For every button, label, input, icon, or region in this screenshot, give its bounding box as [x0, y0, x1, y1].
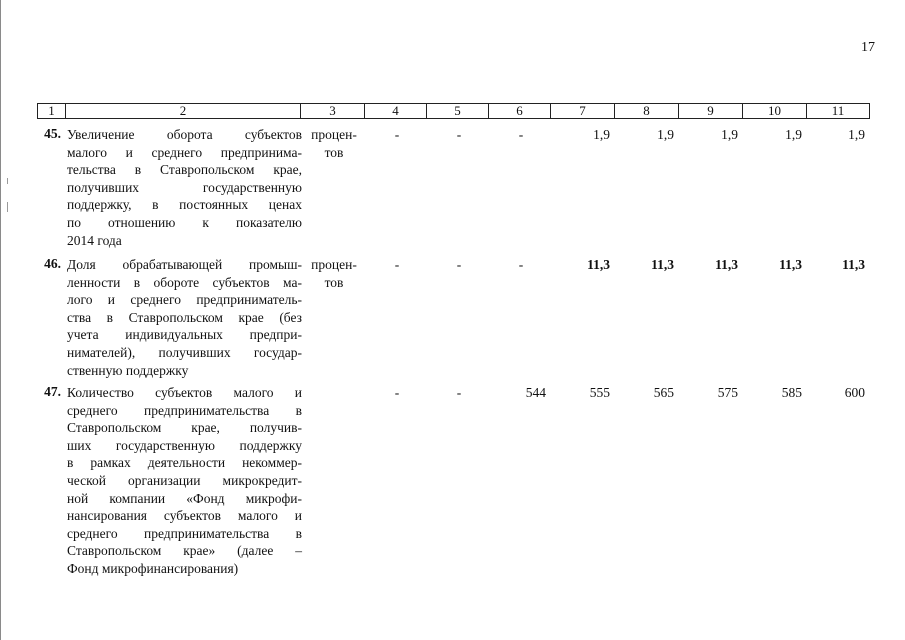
value-cell: -	[394, 385, 400, 400]
row-number: 47.	[44, 384, 61, 399]
description-line: среднего предпринимательства в	[67, 525, 302, 541]
unit-of-measure	[302, 126, 366, 249]
value-cell: -	[518, 257, 524, 272]
column-header-4: 4	[364, 103, 426, 119]
value-cell: -	[456, 257, 462, 272]
page-number: 17	[861, 40, 875, 55]
description-line: 2014 года	[67, 232, 122, 248]
description-line: учета индивидуальных предпри-	[67, 327, 302, 343]
description-line: нимателей), получивших государ-	[67, 344, 302, 360]
unit-line: тов	[324, 274, 344, 290]
value-cell: 1,9	[657, 127, 674, 142]
value-cell: -	[456, 385, 462, 400]
column-header-5: 5	[426, 103, 488, 119]
scan-edge-line	[0, 0, 1, 640]
description-line: Ставропольском крае, получив-	[67, 420, 302, 436]
value-cell: 1,9	[848, 127, 865, 142]
column-header-9: 9	[678, 103, 742, 119]
indicator-description	[65, 126, 302, 249]
value-cell: 11,3	[587, 257, 610, 272]
value-cell: 600	[844, 385, 865, 400]
column-header-10: 10	[742, 103, 806, 119]
unit-of-measure	[302, 256, 366, 379]
value-cell: 11,3	[715, 257, 738, 272]
column-header-8: 8	[614, 103, 678, 119]
value-cell: 11,3	[651, 257, 674, 272]
column-header-3: 3	[300, 103, 364, 119]
description-line: малого и среднего предпринима-	[67, 144, 302, 160]
value-cell: -	[456, 127, 462, 142]
value-cell: 1,9	[721, 127, 738, 142]
description-line: Доля обрабатывающей промыш-	[67, 257, 302, 272]
unit-line: тов	[324, 144, 344, 160]
unit-line: процен-	[311, 257, 357, 272]
value-cell: 585	[781, 385, 802, 400]
description-line: нансирования субъектов малого и	[67, 508, 302, 524]
description-line: Увеличение оборота субъектов	[67, 127, 302, 142]
table-row	[37, 256, 871, 379]
column-header-7: 7	[550, 103, 614, 119]
value-cell: 544	[525, 385, 546, 400]
table-header	[37, 103, 870, 119]
table-row	[37, 384, 871, 578]
column-header-11: 11	[806, 103, 870, 119]
scan-edge-mark	[7, 202, 8, 212]
value-cell: 1,9	[593, 127, 610, 142]
indicator-description	[65, 256, 302, 379]
description-line: Количество субъектов малого и	[67, 385, 302, 400]
table-row	[37, 126, 871, 249]
scan-edge-mark	[7, 178, 8, 184]
description-line: тельства в Ставропольском крае,	[67, 162, 302, 178]
indicator-description	[65, 384, 302, 578]
description-line: ства в Ставропольском крае (без	[67, 309, 302, 325]
description-line: Фонд микрофинансирования)	[67, 560, 239, 576]
description-line: ческой организации микрокредит-	[67, 472, 302, 488]
value-cell: 1,9	[785, 127, 802, 142]
column-header-1: 1	[37, 103, 65, 119]
unit-line: процен-	[311, 127, 357, 142]
description-line: Ставропольском крае» (далее –	[67, 543, 302, 559]
value-cell: 11,3	[842, 257, 865, 272]
column-header-6: 6	[488, 103, 550, 119]
value-cell: 555	[589, 385, 610, 400]
value-cell: 11,3	[779, 257, 802, 272]
value-cell: -	[518, 127, 524, 142]
column-header-2: 2	[65, 103, 300, 119]
description-line: по отношению к показателю	[67, 214, 302, 230]
description-line: ленности в обороте субъектов ма-	[67, 274, 302, 290]
value-cell: 575	[717, 385, 738, 400]
value-cell: -	[394, 257, 400, 272]
description-line: получивших государственную	[67, 179, 302, 195]
value-cell: -	[394, 127, 400, 142]
unit-of-measure	[302, 384, 366, 578]
value-cell: 565	[653, 385, 674, 400]
description-line: среднего предпринимательства в	[67, 402, 302, 418]
description-line: ной компании «Фонд микрофи-	[67, 490, 302, 506]
row-number: 46.	[44, 256, 61, 271]
description-line: ственную поддержку	[67, 362, 189, 378]
description-line: ших государственную поддержку	[67, 437, 302, 453]
row-number: 45.	[44, 126, 61, 141]
description-line: поддержку, в постоянных ценах	[67, 197, 302, 213]
description-line: лого и среднего предприниматель-	[67, 292, 302, 308]
description-line: в рамках деятельности некоммер-	[67, 455, 302, 471]
